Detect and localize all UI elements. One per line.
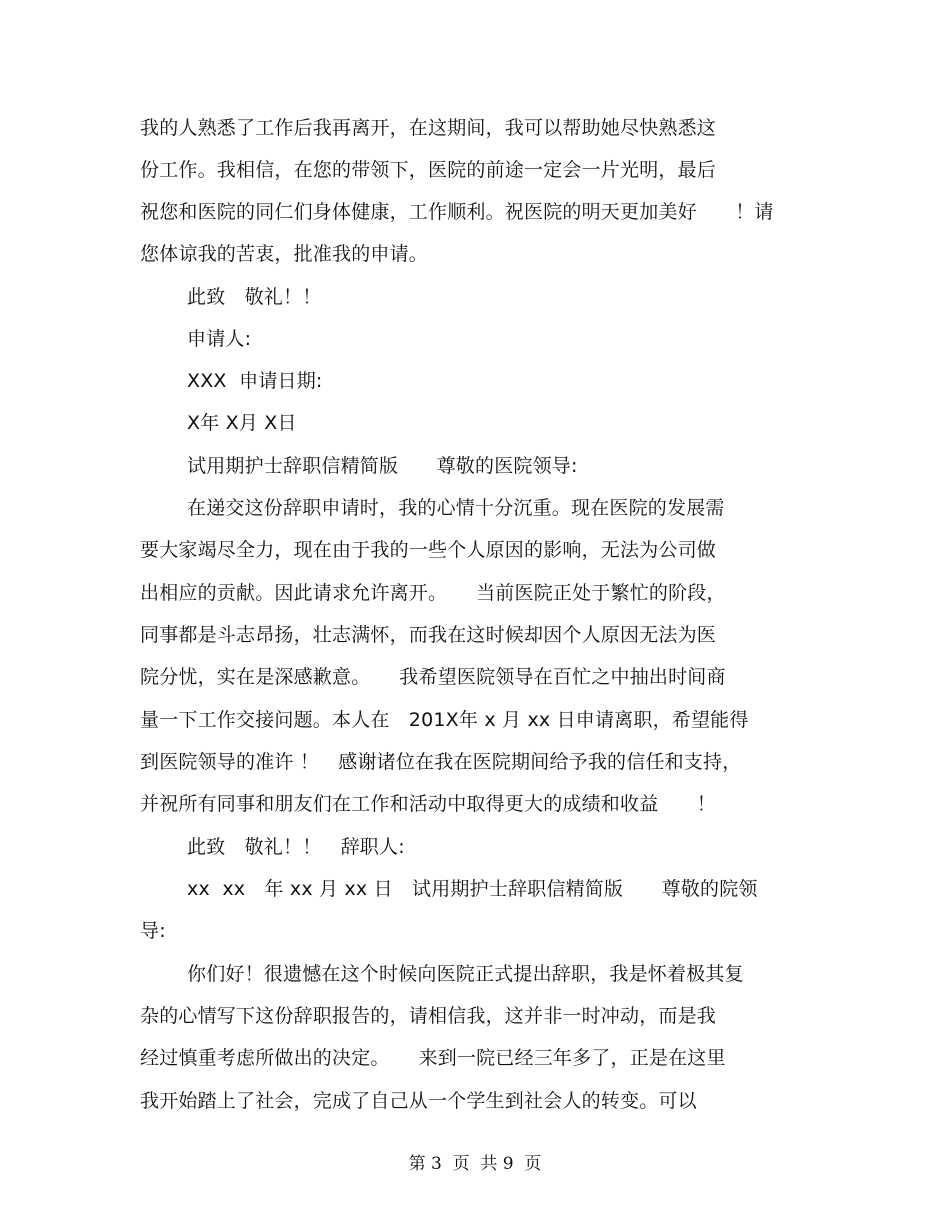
date-and-title-line: xx xx 年 xx 月 xx 日 试用期护士辞职信精简版 尊敬的院领	[187, 878, 758, 900]
page-number-footer: 第 3 页 共 9 页	[408, 1154, 542, 1174]
body-line: 经过慎重考虑所做出的决定。 来到一院已经三年多了，正是在这里	[140, 1047, 726, 1069]
paragraph-start: 在递交这份辞职申请时，我的心情十分沉重。现在医院的发展需	[187, 497, 725, 519]
closing-salutation: 此致 敬礼！！	[187, 286, 322, 308]
closing-salutation: 此致 敬礼！！ 辞职人:	[187, 836, 405, 858]
body-line: 到医院领导的准许 ！ 感谢诸位在我在医院期间给予我的信任和支持，	[140, 751, 742, 773]
body-line: 并祝所有同事和朋友们在工作和活动中取得更大的成绩和收益 ！	[140, 793, 717, 815]
body-line: 要大家竭尽全力，现在由于我的一些个人原因的影响，无法为公司做	[140, 539, 717, 561]
section-title: 试用期护士辞职信精简版 尊敬的医院领导:	[187, 455, 578, 477]
applicant-label: 申请人:	[187, 328, 252, 350]
body-line: 我开始踏上了社会，完成了自己从一个学生到社会人的转变。可以	[140, 1090, 697, 1112]
body-line: 出相应的贡献。因此请求允许离开。 当前医院正处于繁忙的阶段，	[140, 582, 726, 604]
body-line: 祝您和医院的同仁们身体健康，工作顺利。祝医院的明天更加美好 ！请	[140, 201, 774, 223]
body-line: 我的人熟悉了工作后我再离开，在这期间，我可以帮助她尽快熟悉这	[140, 117, 717, 139]
body-line: 同事都是斗志昂扬，壮志满怀，而我在这时候却因个人原因无法为医	[140, 624, 717, 646]
body-line: 您体谅我的苦衷，批准我的申请。	[140, 243, 429, 265]
body-line: 量一下工作交接问题。本人在 201X年 x 月 xx 日申请离职，希望能得	[140, 709, 749, 731]
date-line: X年 X月 X日	[187, 412, 297, 434]
body-line: 院分忧，实在是深感歉意。 我希望医院领导在百忙之中抽出时间商	[140, 666, 726, 688]
body-line: 份工作。我相信，在您的带领下，医院的前途一定会一片光明，最后	[140, 159, 717, 181]
body-line: 杂的心情写下这份辞职报告的，请相信我，这并非一时冲动，而是我	[140, 1005, 717, 1027]
application-date-label: XXX 申请日期:	[187, 370, 323, 392]
paragraph-start: 你们好！很遗憾在这个时候向医院正式提出辞职，我是怀着极其复	[187, 963, 744, 985]
body-line: 导:	[140, 920, 166, 942]
